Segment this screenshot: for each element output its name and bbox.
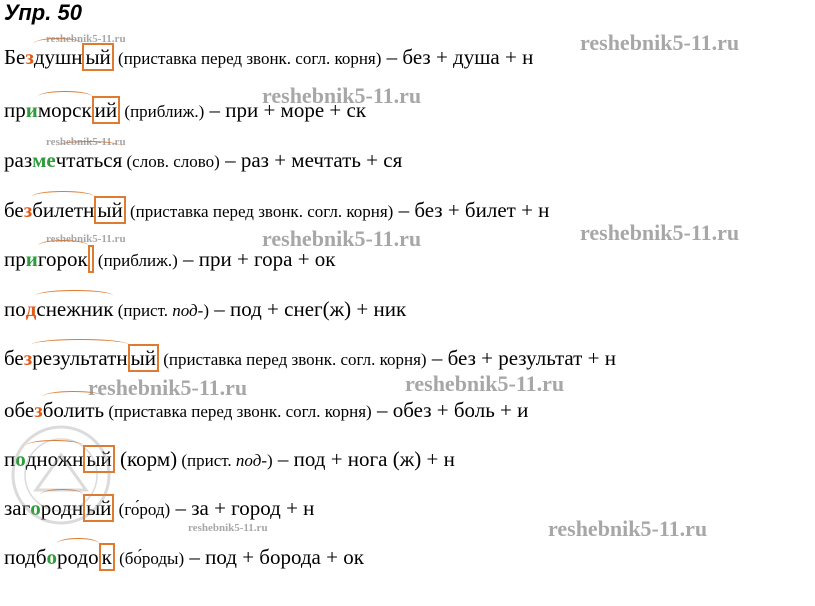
- watermark-logo-icon: [6, 420, 116, 530]
- note: (прист. под-): [113, 301, 209, 320]
- exercise-title: Упр. 50: [4, 0, 82, 25]
- word: обезболить: [4, 398, 105, 422]
- word: пригорок: [4, 247, 94, 271]
- watermark: reshebnik5-11.ru: [580, 220, 740, 245]
- note: (слов. слово): [122, 152, 220, 171]
- note: (приближ.): [120, 102, 205, 121]
- morpheme-parse: – под + снег(ж) + ник: [208, 297, 407, 321]
- morpheme-parse: – под + нога (ж) + н: [272, 447, 455, 471]
- list-item: [4, 246, 336, 274]
- list-item: [4, 44, 533, 72]
- word: подснежник: [4, 297, 114, 321]
- morpheme-parse: – без + билет + н: [393, 198, 550, 222]
- watermark: reshebnik5-11.ru: [88, 375, 248, 400]
- morpheme-parse: – без + душа + н: [381, 45, 534, 69]
- note-main: (корм): [114, 447, 178, 471]
- word: загородн ый: [4, 496, 114, 520]
- morpheme-parse: – под + борода + ок: [184, 545, 364, 569]
- word: размечтаться: [4, 148, 123, 172]
- note: (приставка перед звонк. согл. корня): [104, 402, 372, 421]
- watermark: reshebnik5-11.ru: [580, 30, 740, 55]
- morpheme-parse: – без + результат + н: [426, 346, 616, 370]
- word: приморск ий: [4, 98, 120, 122]
- morpheme-parse: – при + гора + ок: [177, 247, 336, 271]
- morpheme-parse: – раз + мечтать + ся: [219, 148, 403, 172]
- watermark: reshebnik5-11.ru: [405, 371, 565, 396]
- list-item: [4, 345, 616, 373]
- morpheme-parse: – при + море + ск: [204, 98, 367, 122]
- list-item: [4, 544, 364, 572]
- note: (приближ.): [93, 251, 178, 270]
- watermark: reshebnik5-11.ru: [548, 516, 708, 541]
- note: (прист. под-): [177, 451, 273, 470]
- word: Бездушн ый: [4, 45, 114, 69]
- note: (приставка перед звонк. согл. корня): [158, 350, 427, 369]
- note: (приставка перед звонк. согл. корня): [125, 202, 394, 221]
- word: безрезультатн ый: [4, 346, 159, 370]
- word: подбородо к: [4, 545, 115, 569]
- word: подножн ый: [4, 447, 115, 471]
- morpheme-parse: – за + город + н: [170, 496, 315, 520]
- list-item: [4, 296, 406, 324]
- list-item: [4, 97, 366, 125]
- note: (приставка перед звонк. согл. корня): [113, 49, 382, 68]
- watermark: reshebnik5-11.ru: [46, 136, 126, 148]
- word: безбилетн ый: [4, 198, 126, 222]
- note: (бо́роды): [114, 549, 185, 568]
- watermark: reshebnik5-11.ru: [46, 233, 126, 245]
- list-item: [4, 147, 402, 175]
- note: (го́род): [114, 500, 171, 519]
- morpheme-parse: – обез + боль + и: [371, 398, 529, 422]
- watermark: reshebnik5-11.ru: [262, 226, 422, 251]
- watermark: reshebnik5-11.ru: [46, 33, 126, 45]
- watermark: reshebnik5-11.ru: [188, 522, 268, 534]
- list-item: [4, 197, 549, 225]
- watermark: reshebnik5-11.ru: [262, 83, 422, 108]
